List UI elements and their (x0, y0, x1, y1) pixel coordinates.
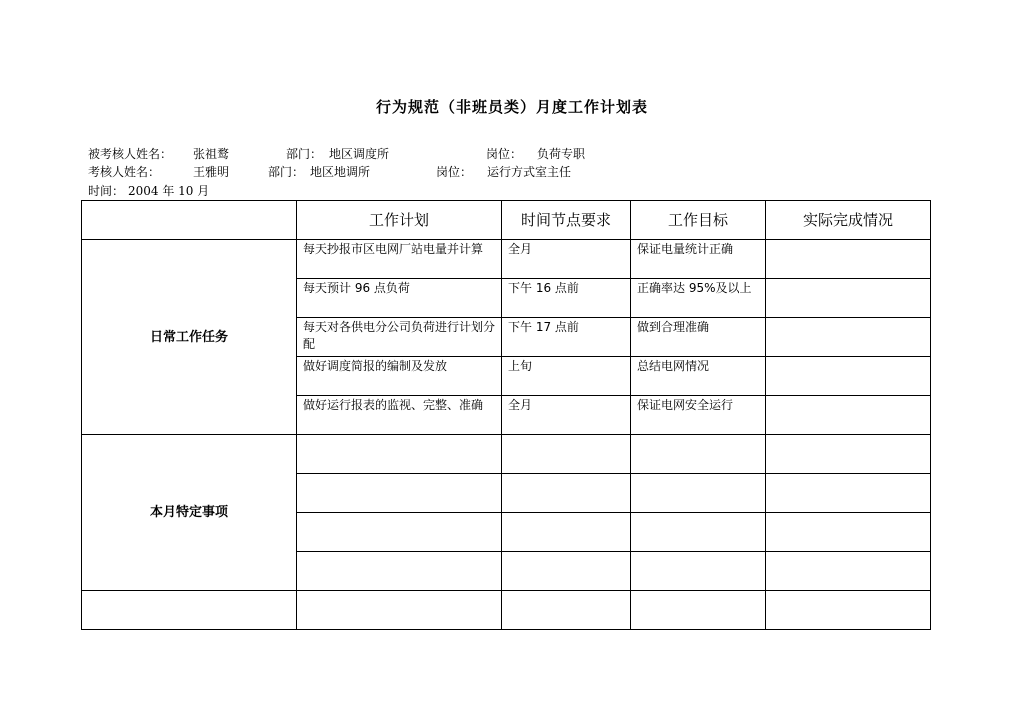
time-cell: 上旬 (502, 357, 631, 396)
plan-cell: 每天对各供电分公司负荷进行计划分配 (297, 318, 502, 357)
time-cell: 下午 16 点前 (502, 279, 631, 318)
plan-cell: 做好运行报表的监视、完整、准确 (297, 396, 502, 435)
table-row (82, 240, 931, 279)
completion-cell (766, 357, 931, 396)
goal-cell (631, 474, 766, 513)
header-work-plan: 工作计划 (297, 201, 502, 240)
examinee-dept-label: 部门： (286, 147, 323, 161)
header-time-requirement: 时间节点要求 (502, 201, 631, 240)
examiner-post: 运行方式室主任 (487, 165, 572, 179)
completion-cell (766, 474, 931, 513)
examinee-name: 张祖鹜 (193, 147, 230, 161)
completion-cell (766, 513, 931, 552)
blank-cell (82, 591, 297, 630)
work-plan-table (81, 200, 931, 630)
completion-cell (766, 279, 931, 318)
header-actual-completion: 实际完成情况 (766, 201, 931, 240)
completion-cell (766, 240, 931, 279)
plan-cell: 每天预计 96 点负荷 (297, 279, 502, 318)
plan-cell (297, 474, 502, 513)
plan-cell: 每天抄报市区电网厂站电量并计算 (297, 240, 502, 279)
completion-cell (766, 552, 931, 591)
blank-cell (297, 591, 502, 630)
time-cell: 全月 (502, 240, 631, 279)
plan-cell (297, 552, 502, 591)
goal-cell (631, 435, 766, 474)
examinee-label: 被考核人姓名： (88, 147, 173, 161)
completion-cell (766, 318, 931, 357)
goal-cell (631, 513, 766, 552)
blank-cell (766, 591, 931, 630)
time-label: 时间： (88, 184, 125, 198)
goal-cell: 保证电网安全运行 (631, 396, 766, 435)
examinee-dept: 地区调度所 (329, 147, 390, 161)
time-cell (502, 552, 631, 591)
goal-cell: 保证电量统计正确 (631, 240, 766, 279)
section-monthly-specific: 本月特定事项 (82, 435, 297, 591)
time-cell (502, 474, 631, 513)
time-cell: 下午 17 点前 (502, 318, 631, 357)
examinee-post-label: 岗位： (486, 147, 523, 161)
plan-cell: 做好调度简报的编制及发放 (297, 357, 502, 396)
blank-cell (631, 591, 766, 630)
goal-cell: 总结电网情况 (631, 357, 766, 396)
time-cell (502, 435, 631, 474)
completion-cell (766, 396, 931, 435)
goal-cell (631, 552, 766, 591)
completion-cell (766, 435, 931, 474)
examiner-post-label: 岗位： (436, 165, 473, 179)
examiner-name: 王雅明 (193, 165, 230, 179)
header-blank (82, 201, 297, 240)
examiner-dept-label: 部门： (268, 165, 305, 179)
time-cell (502, 513, 631, 552)
page-title: 行为规范（非班员类）月度工作计划表 (375, 98, 648, 116)
table-row (82, 435, 931, 474)
time-cell: 全月 (502, 396, 631, 435)
plan-cell (297, 513, 502, 552)
table-row-blank (82, 591, 931, 630)
time-value: 2004 年 10 月 (128, 184, 210, 198)
examiner-label: 考核人姓名： (88, 165, 161, 179)
section-daily-tasks: 日常工作任务 (82, 240, 297, 435)
examinee-post: 负荷专职 (537, 147, 586, 161)
examiner-dept: 地区地调所 (310, 165, 371, 179)
goal-cell: 做到合理准确 (631, 318, 766, 357)
plan-cell (297, 435, 502, 474)
header-work-goal: 工作目标 (631, 201, 766, 240)
goal-cell: 正确率达 95%及以上 (631, 279, 766, 318)
blank-cell (502, 591, 631, 630)
